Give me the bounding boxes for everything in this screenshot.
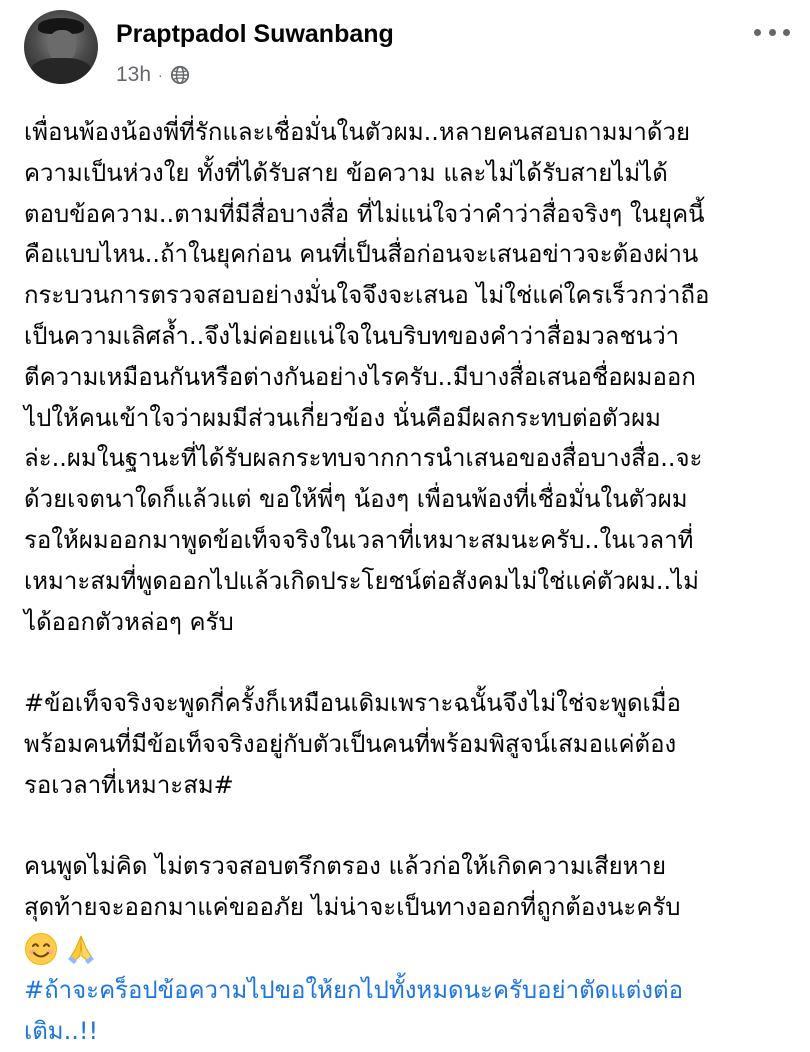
- post-line: ความเป็นห่วงใย ทั้งที่ได้รับสาย ข้อความ และไม่ได้รับสายไม่ได้: [24, 158, 668, 187]
- paragraph-gap: [24, 642, 794, 683]
- post-header: [0, 0, 810, 100]
- more-dot: [754, 29, 761, 36]
- post-line: กระบวนการตรวจสอบอย่างมั่นใจจึงจะเสนอ ไม่ใช่แค่ใครเร็วกว่าถือ: [24, 281, 710, 310]
- post-time[interactable]: 13h: [116, 63, 152, 86]
- meta-separator: ·: [158, 67, 163, 83]
- globe-icon[interactable]: [170, 65, 190, 85]
- more-dot: [783, 29, 790, 36]
- post-meta: [116, 62, 190, 88]
- post-line: รอให้ผมออกมาพูดข้อเท็จจริงในเวลาที่เหมาะสมนะครับ..ในเวลาที่: [24, 525, 694, 554]
- post-line: เป็นความเลิศล้ำ..จึงไม่ค่อยแน่ใจในบริบทของคำว่าสื่อมวลชนว่า: [24, 321, 680, 350]
- hashtag-link-tail[interactable]: เติม..!!: [24, 1016, 99, 1045]
- post-paragraph-2: [24, 683, 794, 805]
- emoji-row: [24, 928, 794, 970]
- avatar-body-shape: [30, 58, 92, 84]
- post-line: คนพูดไม่คิด ไม่ตรวจสอบตรึกตรอง แล้วก่อให้เกิดความเสียหาย: [24, 852, 667, 881]
- post-line: ล่ะ..ผมในฐานะที่ได้รับผลกระทบจากการนำเสนอของสื่อบางสื่อ..จะ: [24, 444, 703, 473]
- post-paragraph-1: [24, 112, 794, 642]
- post-line: คือแบบไหน..ถ้าในยุคก่อน คนที่เป็นสื่อก่อนจะเสนอข่าวจะต้องผ่าน: [24, 240, 699, 269]
- post-line: พร้อมคนที่มีข้อเท็จจริงอยู่กับตัวเป็นคนที่พร้อมพิสูจน์เสมอแค่ต้อง: [24, 729, 677, 758]
- post-line: ตีความเหมือนกันหรือต่างกันอย่างไรครับ..มีบางสื่อเสนอชื่อผมออก: [24, 362, 696, 391]
- post-paragraph-4: [24, 970, 794, 1052]
- post-line: สุดท้ายจะออกมาแค่ขออภัย ไม่น่าจะเป็นทางออกที่ถูกต้องนะครับ: [24, 893, 681, 922]
- post-paragraph-3: [24, 846, 794, 928]
- paragraph-gap: [24, 806, 794, 847]
- post-line: เพื่อนพ้องน้องพี่ที่รักและเชื่อมั่นในตัวผม..หลายคนสอบถามมาด้วย: [24, 118, 690, 146]
- post-line: ได้ออกตัวหล่อๆ ครับ: [24, 607, 234, 636]
- author-name[interactable]: Praptpadol Suwanbang: [116, 20, 394, 48]
- more-dot: [769, 29, 776, 36]
- post-line: #ข้อเท็จจริงจะพูดกี่ครั้งก็เหมือนเดิมเพราะฉนั้นจึงไม่ใช่จะพูดเมื่อ: [24, 689, 681, 718]
- smiling-face-emoji-icon: [24, 932, 58, 966]
- post-line: รอเวลาที่เหมาะสม#: [24, 770, 234, 799]
- avatar[interactable]: [24, 10, 98, 84]
- hashtag-link[interactable]: #ถ้าจะคร็อปข้อความไปขอให้ยกไปทั้งหมดนะครับอย่าตัดแต่งต่อ: [24, 975, 684, 1004]
- post-line: ไปให้คนเข้าใจว่าผมมีส่วนเกี่ยวข้อง นั่นคือมีผลกระทบต่อตัวผม: [24, 403, 661, 432]
- more-icon[interactable]: [754, 22, 790, 42]
- post-line: ตอบข้อความ..ตามที่มีสื่อบางสื่อ ที่ไม่แน่ใจว่าคำว่าสื่อจริงๆ ในยุคนี้: [24, 199, 705, 228]
- folded-hands-emoji-icon: [64, 932, 98, 966]
- post-body: [24, 112, 794, 1052]
- post-line: ด้วยเจตนาใดก็แล้วแต่ ขอให้พี่ๆ น้องๆ เพื่อนพ้องที่เชื่อมั่นในตัวผม: [24, 485, 688, 514]
- post-line: เหมาะสมที่พูดออกไปแล้วเกิดประโยชน์ต่อสังคมไม่ใช่แค่ตัวผม..ไม่: [24, 566, 699, 595]
